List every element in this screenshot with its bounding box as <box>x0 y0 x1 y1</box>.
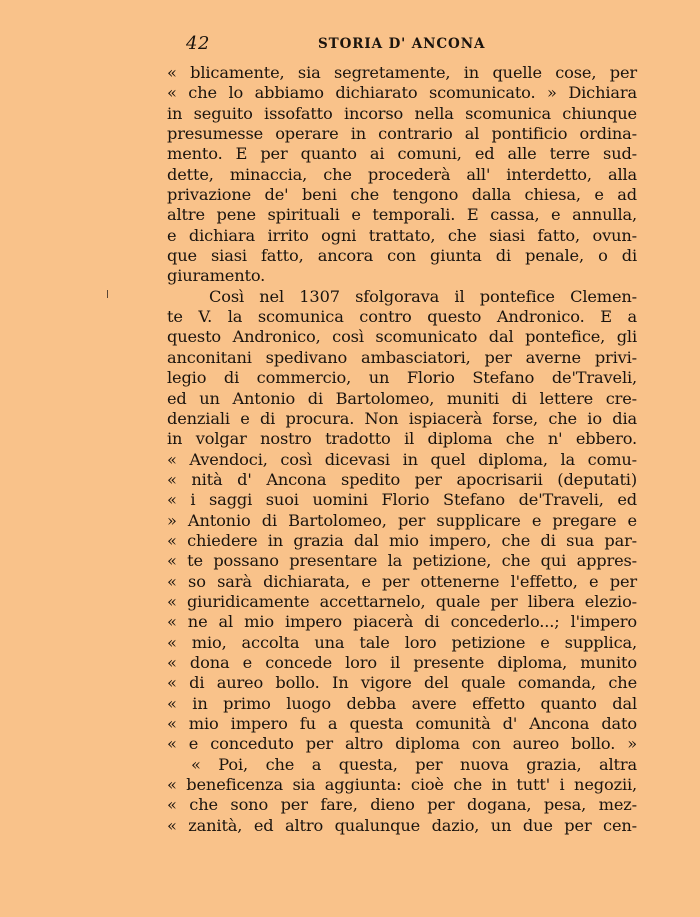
body-text <box>167 63 637 836</box>
text-line: questo Andronico, così scomunicato dal pontefice, gli <box>167 327 637 347</box>
margin-mark <box>107 290 108 298</box>
text-line: e dichiara irrito ogni trattato, che siasi fatto, ovun- <box>167 225 637 245</box>
text-line: « chiedere in grazia dal mio impero, che di sua par- <box>167 530 637 550</box>
text-line: « so sarà dichiarata, e per ottenerne l'effetto, e per <box>167 571 637 591</box>
text-line: « zanità, ed altro qualunque dazio, un due per cen- <box>167 815 637 835</box>
paragraph-start-line: « Poi, che a questa, per nuova grazia, altra <box>191 754 637 774</box>
text-line: « blicamente, sia segretamente, in quelle cose, per <box>167 63 637 82</box>
text-line: « giuridicamente accettarnelo, quale per libera elezio- <box>167 591 637 611</box>
text-line: que siasi fatto, ancora con giunta di penale, o di <box>167 246 637 266</box>
text-line: giuramento. <box>167 266 266 286</box>
text-line: « di aureo bollo. In vigore del quale comanda, che <box>167 673 637 693</box>
text-line: te V. la scomunica contro questo Andronico. E a <box>167 307 637 327</box>
text-line: « nità d' Ancona spedito per apocrisarii (deputati) <box>167 469 637 489</box>
text-line: presumesse operare in contrario al pontificio ordina- <box>167 124 637 144</box>
text-line: dette, minaccia, che procederà all' interdetto, alla <box>167 164 637 184</box>
text-line: « che sono per fare, dieno per dogana, pesa, mez- <box>167 795 637 815</box>
text-line: « te possano presentare la petizione, che qui appres- <box>167 551 637 571</box>
text-line: altre pene spirituali e temporali. E cassa, e annulla, <box>167 205 637 225</box>
text-line: denziali e di procura. Non ispiacerà forse, che io dia <box>167 408 637 428</box>
text-line: « mio impero fu a questa comunità d' Ancona dato <box>167 714 637 733</box>
text-line: « e conceduto per altro diploma con aureo bollo. » <box>167 734 637 754</box>
text-line: « in primo luogo debba avere effetto quanto dal <box>167 693 637 713</box>
text-line: anconitani spedivano ambasciatori, per averne privi- <box>167 347 637 367</box>
running-head: STORIA D' ANCONA <box>318 36 486 52</box>
text-line: in seguito issofatto incorso nella scomunica chiunque <box>167 103 637 123</box>
text-line: « ne al mio impero piacerà di concederlo...; l'impero <box>167 612 637 632</box>
text-line: « mio, accolta una tale loro petizione e supplica, <box>167 632 637 652</box>
text-line: « che lo abbiamo dichiarato scomunicato. » Dichiara <box>167 83 637 103</box>
text-line: « dona e concede loro il presente diploma, munito <box>167 652 637 672</box>
page-header <box>0 33 700 57</box>
text-line: mento. E per quanto ai comuni, ed alle terre sud- <box>167 144 637 164</box>
text-line: « beneficenza sia aggiunta: cioè che in tutt' i negozii, <box>167 775 637 795</box>
text-line: « Avendoci, così dicevasi in quel diploma, la comu- <box>167 449 637 469</box>
page-number: 42 <box>186 33 210 54</box>
paragraph-start-line: Così nel 1307 sfolgorava il pontefice Clemen- <box>209 286 637 306</box>
text-line: privazione de' beni che tengono dalla chiesa, e ad <box>167 185 637 205</box>
text-line: in volgar nostro tradotto il diploma che n' ebbero. <box>167 429 637 449</box>
text-line: legio di commercio, un Florio Stefano de'Traveli, <box>167 368 637 388</box>
text-line: ed un Antonio di Bartolomeo, muniti di lettere cre- <box>167 388 637 408</box>
text-line: « i saggi suoi uomini Florio Stefano de'Traveli, ed <box>167 490 637 510</box>
text-line: » Antonio di Bartolomeo, per supplicare e pregare e <box>167 510 637 530</box>
